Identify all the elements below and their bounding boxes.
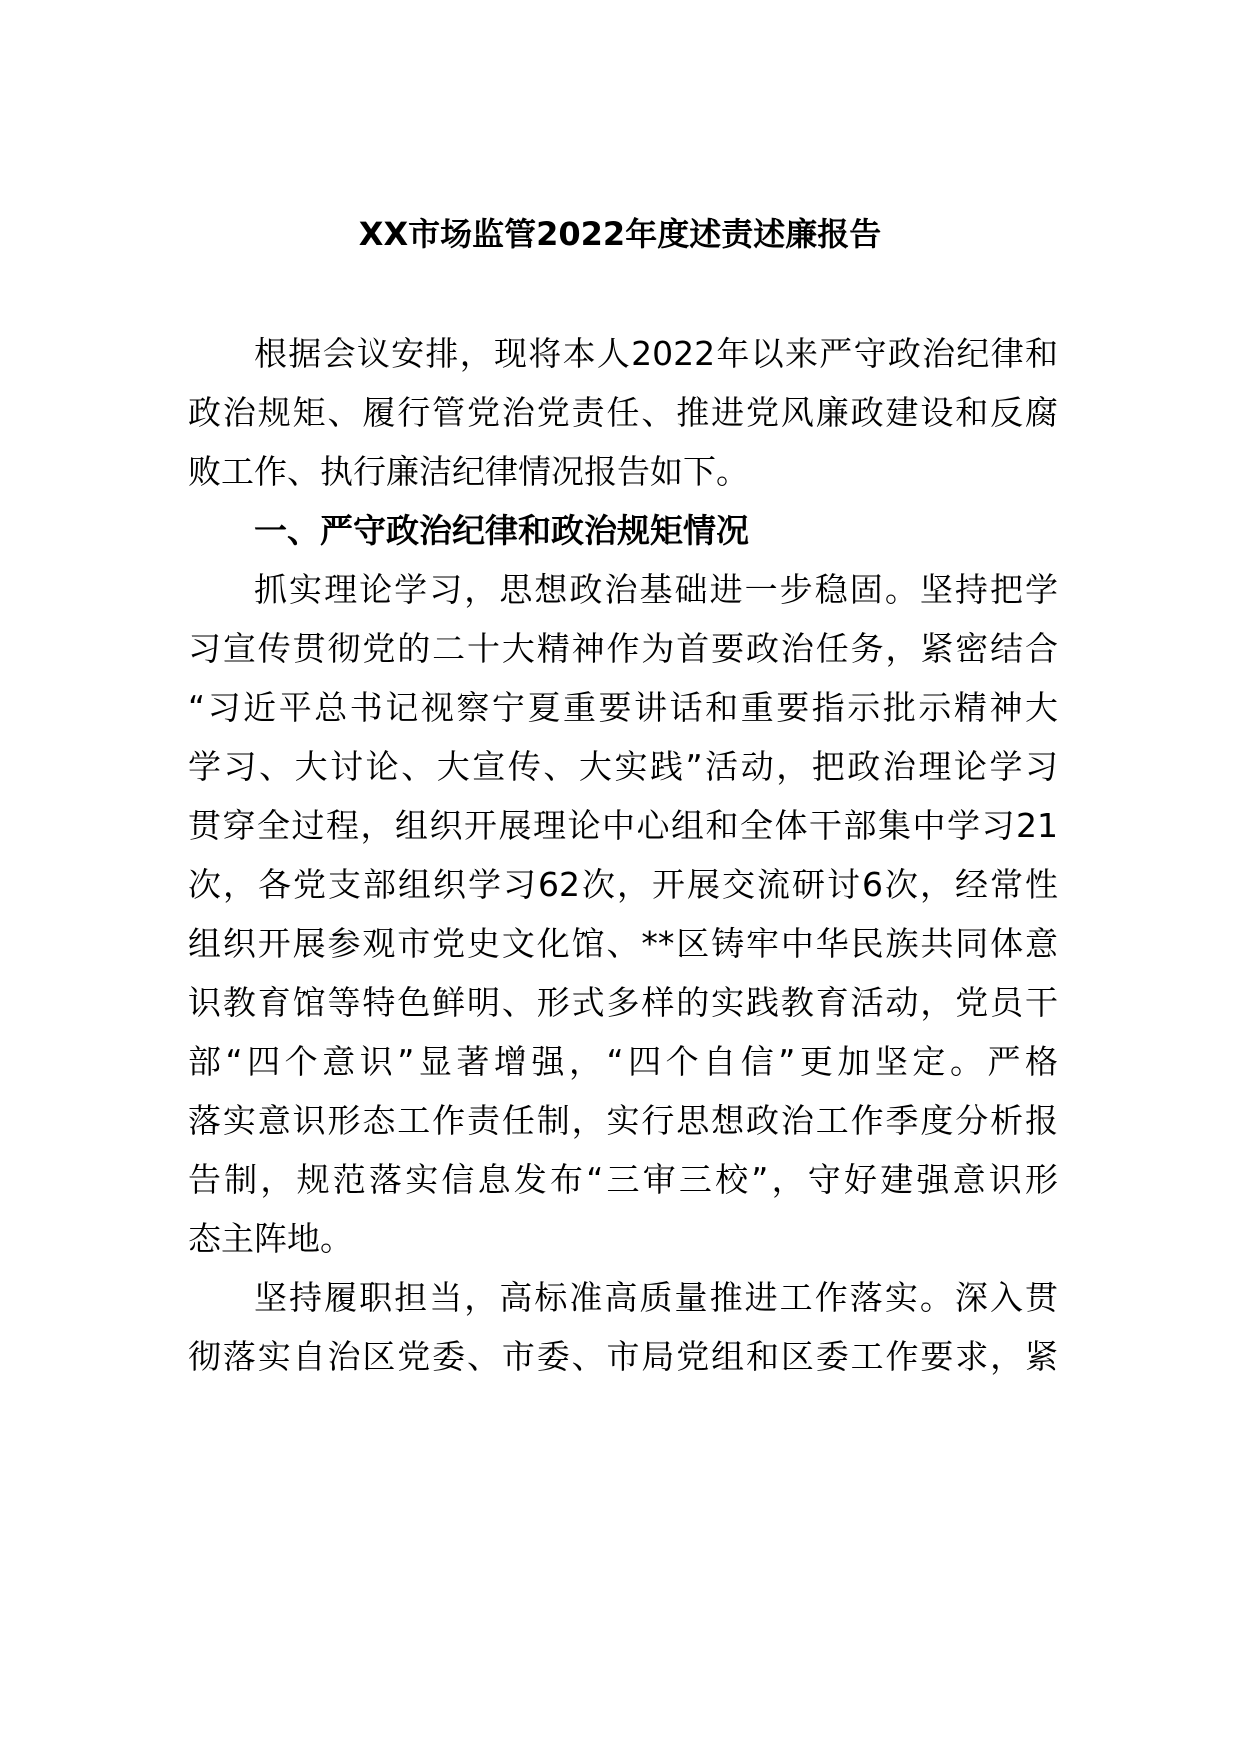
document-title: XX市场监管2022年度述责述廉报告 — [358, 215, 882, 253]
paragraph-line: 根据会议安排，现将本人2022年以来严守政治纪律和 — [254, 334, 1058, 373]
section-heading: 一、严守政治纪律和政治规矩情况 — [254, 511, 749, 550]
paragraph-line: “习近平总书记视察宁夏重要讲话和重要指示批示精神大 — [188, 688, 1058, 727]
paragraph-line: 次，各党支部组织学习62次，开展交流研讨6次，经常性 — [188, 865, 1058, 904]
paragraph-line: 彻落实自治区党委、市委、市局党组和区委工作要求，紧 — [188, 1337, 1058, 1376]
paragraph-line: 态主阵地。 — [188, 1219, 353, 1258]
paragraph-line: 抓实理论学习，思想政治基础进一步稳固。坚持把学 — [254, 570, 1058, 609]
paragraph-line: 政治规矩、履行管党治党责任、推进党风廉政建设和反腐 — [188, 393, 1058, 432]
paragraph-line: 习宣传贯彻党的二十大精神作为首要政治任务，紧密结合 — [188, 629, 1058, 668]
paragraph-line: 贯穿全过程，组织开展理论中心组和全体干部集中学习21 — [188, 806, 1058, 845]
paragraph-line: 识教育馆等特色鲜明、形式多样的实践教育活动，党员干 — [188, 983, 1058, 1022]
paragraph-line: 学习、大讨论、大宣传、大实践”活动，把政治理论学习 — [188, 747, 1058, 786]
paragraph-line: 告制，规范落实信息发布“三审三校”，守好建强意识形 — [188, 1160, 1058, 1199]
paragraph-line: 坚持履职担当，高标准高质量推进工作落实。深入贯 — [254, 1278, 1058, 1317]
paragraph-line: 组织开展参观市党史文化馆、**区铸牢中华民族共同体意 — [188, 924, 1058, 963]
paragraph-line: 败工作、执行廉洁纪律情况报告如下。 — [188, 452, 749, 491]
paragraph-line: 落实意识形态工作责任制，实行思想政治工作季度分析报 — [188, 1101, 1058, 1140]
paragraph-line: 部“四个意识”显著增强，“四个自信”更加坚定。严格 — [188, 1042, 1058, 1081]
